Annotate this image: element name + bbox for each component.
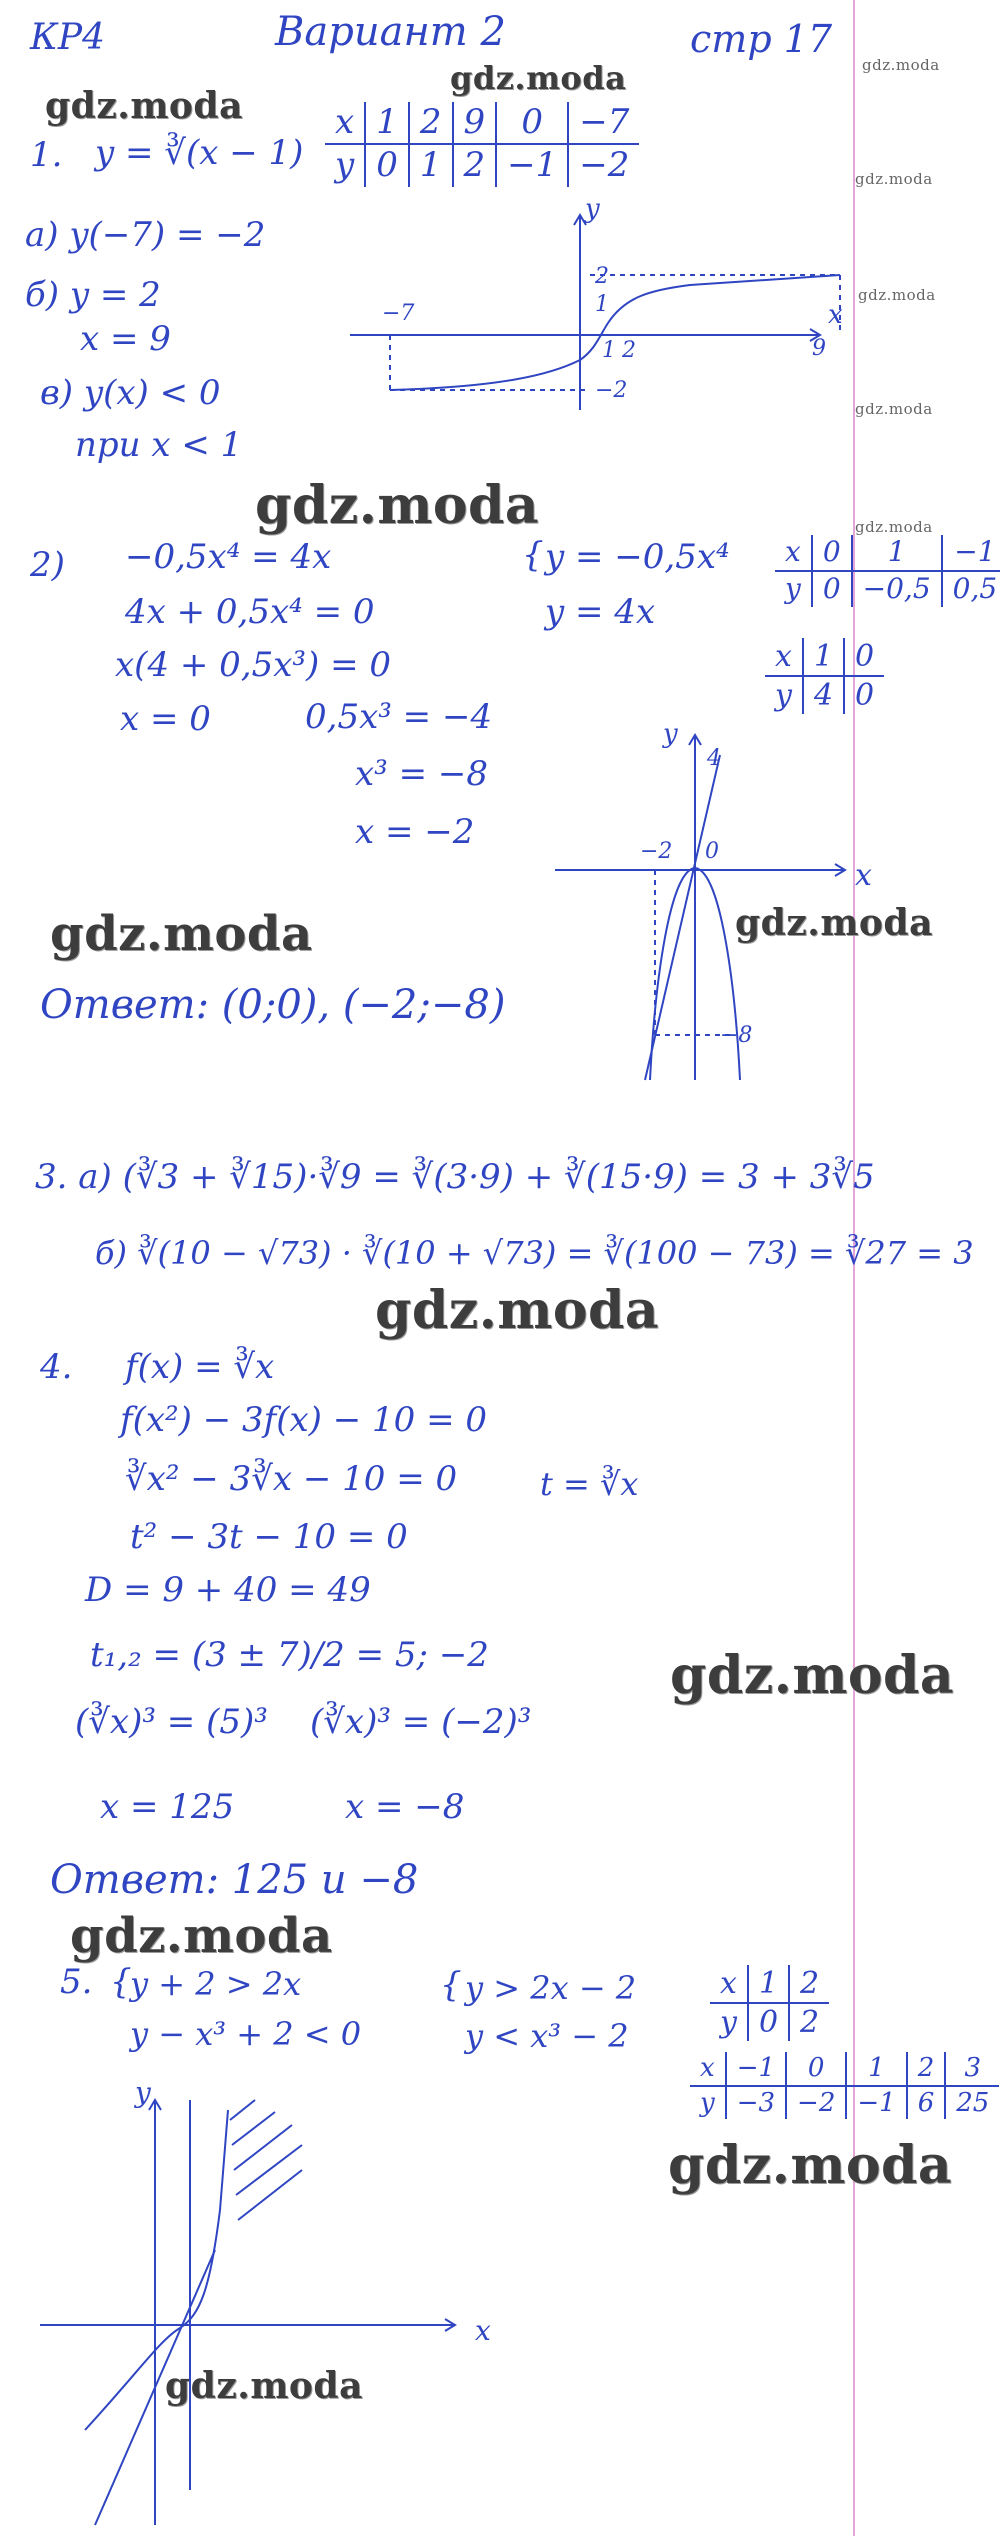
watermark-small: gdz.moda: [855, 400, 933, 418]
table-cell: x: [765, 638, 803, 676]
task2-line: x³ = −8: [355, 754, 489, 794]
system-brace: {: [110, 1962, 132, 2002]
task1-function: y = ∛(x − 1): [95, 133, 304, 173]
tick-label: 0: [705, 839, 719, 864]
system-brace: {: [522, 535, 544, 575]
tick-label: −7: [382, 301, 415, 326]
task4-line: D = 9 + 40 = 49: [85, 1570, 371, 1610]
watermark: gdz.moda: [668, 2135, 953, 2196]
task1-c1: в) y(x) < 0: [40, 373, 221, 413]
task2-line: −0,5x⁴ = 4x: [125, 537, 332, 577]
tick-label: −2: [640, 839, 673, 864]
header-left: КР4: [30, 17, 105, 58]
task4-line: t₁,₂ = (3 ± 7)/2 = 5; −2: [90, 1635, 489, 1675]
task2-system: y = 4x: [545, 592, 656, 632]
table-cell: −2: [568, 144, 639, 186]
table-cell: 0: [844, 676, 884, 714]
table-cell: 2: [907, 2052, 946, 2086]
linear-line: [645, 755, 720, 1080]
table-cell: 0: [812, 571, 852, 607]
graph-y-label: y: [135, 2076, 151, 2109]
task4-alt: x = −8: [345, 1787, 465, 1827]
task2-line: x(4 + 0,5x³) = 0: [115, 645, 392, 685]
table-cell: x: [325, 102, 365, 144]
table-cell: y: [700, 2087, 715, 2118]
task4-sub: t = ∛x: [540, 1465, 639, 1503]
graph-y-label: y: [585, 194, 600, 224]
table-cell: x: [690, 2052, 726, 2086]
task2-graph: [555, 720, 895, 1090]
task4-line: ∛x² − 3∛x − 10 = 0: [125, 1459, 458, 1499]
table-cell: 0: [365, 144, 409, 186]
table-cell: 2: [789, 1965, 829, 2003]
table-cell: y: [775, 678, 792, 713]
table-cell: 1: [365, 102, 409, 144]
tick-label: 2: [622, 338, 636, 363]
header-center: Вариант 2: [275, 9, 506, 55]
table-cell: 3: [945, 2052, 999, 2086]
header-right: стр 17: [690, 17, 833, 61]
task5-table1: [710, 1965, 829, 2041]
table-cell: 4: [803, 676, 844, 714]
system-brace: {: [440, 1965, 462, 2005]
table-cell: −1: [726, 2052, 786, 2086]
watermark: gdz.moda: [70, 1908, 333, 1964]
table-cell: −7: [568, 102, 639, 144]
hatch: [234, 2125, 292, 2170]
table-cell: 2: [789, 2003, 829, 2041]
table-cell: 0,5: [942, 571, 1000, 607]
watermark-small: gdz.moda: [858, 286, 936, 304]
table-cell: y: [720, 2005, 737, 2040]
table-cell: 1: [852, 535, 942, 571]
table-cell: 1: [748, 1965, 789, 2003]
task1-a: а) y(−7) = −2: [25, 215, 266, 255]
watermark: gdz.moda: [165, 2365, 363, 2407]
hatch: [232, 2112, 275, 2145]
task5-system1: y − x³ + 2 < 0: [130, 2015, 362, 2053]
watermark: gdz.moda: [375, 1280, 660, 1341]
table-cell: 0: [748, 2003, 789, 2041]
task2-line: 4x + 0,5x⁴ = 0: [125, 592, 375, 632]
task1-b1: б) y = 2: [25, 275, 161, 315]
task1-table: [325, 102, 639, 187]
watermark: gdz.moda: [255, 475, 540, 536]
watermark: gdz.moda: [50, 906, 313, 962]
task1-c2: при x < 1: [75, 425, 243, 465]
watermark: gdz.moda: [45, 85, 243, 127]
tick-label: 2: [595, 264, 609, 289]
table-cell: 0: [844, 638, 884, 676]
table-cell: −1: [496, 144, 568, 186]
graph-x-label: x: [828, 300, 843, 330]
table-cell: x: [710, 1965, 748, 2003]
table-cell: x: [775, 535, 812, 571]
watermark: gdz.moda: [450, 59, 627, 97]
task2-table2: [765, 638, 884, 714]
task4-line: t² − 3t − 10 = 0: [130, 1517, 408, 1557]
task3-b: б) ∛(10 − √73) · ∛(10 + √73) = ∛(100 − 73) = ∛27 = 3: [95, 1234, 974, 1272]
hatch: [238, 2170, 302, 2220]
tick-label: 4: [707, 746, 721, 771]
watermark-small: gdz.moda: [862, 56, 940, 74]
watermark-small: gdz.moda: [855, 518, 933, 536]
tick-label: 1: [602, 338, 616, 363]
graph-x-label: x: [475, 2314, 491, 2347]
task1-number: 1.: [30, 135, 63, 175]
watermark: gdz.moda: [670, 1645, 955, 1706]
task5-graph: [40, 2070, 520, 2530]
table-cell: 0: [812, 535, 852, 571]
task5-system2: y < x³ − 2: [465, 2017, 629, 2055]
table-cell: 2: [453, 144, 497, 186]
table-cell: −2: [786, 2086, 846, 2120]
task5-number: 5.: [60, 1962, 93, 2002]
cube-root-curve: [390, 275, 840, 390]
table-cell: 25: [945, 2086, 999, 2120]
task2-number: 2): [30, 545, 65, 585]
task1-graph: [350, 194, 850, 415]
task4-answer: Ответ: 125 и −8: [50, 1857, 419, 1903]
task4-alt: (∛x)³ = (−2)³: [310, 1702, 532, 1742]
task2-system: y = −0,5x⁴: [545, 537, 730, 577]
task5-system1: y + 2 > 2x: [130, 1965, 302, 2003]
watermark-small: gdz.moda: [855, 170, 933, 188]
table-cell: −1: [846, 2086, 906, 2120]
graph-y-label: y: [663, 719, 678, 749]
tick-label: 9: [812, 336, 826, 361]
table-cell: −3: [726, 2086, 786, 2120]
table-cell: 6: [907, 2086, 946, 2120]
task4-line: f(x²) − 3f(x) − 10 = 0: [120, 1400, 488, 1440]
table-cell: 1: [803, 638, 844, 676]
tick-label: −8: [720, 1023, 753, 1048]
task4-line: x = 125: [100, 1787, 235, 1827]
task5-system2: y > 2x − 2: [465, 1969, 637, 2007]
graph-x-label: x: [855, 858, 872, 893]
task4-line: f(x) = ∛x: [125, 1347, 275, 1387]
table-cell: 1: [846, 2052, 906, 2086]
table-cell: 1: [409, 144, 453, 186]
task2-line: x = 0: [120, 699, 211, 739]
table-cell: 2: [409, 102, 453, 144]
table-cell: 0: [496, 102, 568, 144]
task2-answer: Ответ: (0;0), (−2;−8): [40, 982, 506, 1028]
tick-label: 1: [595, 292, 609, 317]
tick-label: −2: [595, 378, 628, 403]
table-cell: 9: [453, 102, 497, 144]
task2-line: 0,5x³ = −4: [305, 697, 493, 737]
table-cell: 0: [786, 2052, 846, 2086]
table-cell: −0,5: [852, 571, 942, 607]
task2-table1: [775, 535, 1000, 607]
table-cell: −1: [942, 535, 1000, 571]
task4-line: (∛x)³ = (5)³: [75, 1702, 268, 1742]
hatch: [230, 2100, 255, 2120]
table-cell: y: [785, 571, 801, 605]
watermark: gdz.moda: [735, 902, 933, 944]
table-cell: y: [335, 145, 355, 186]
task4-number: 4.: [40, 1347, 73, 1387]
task2-line: x = −2: [355, 812, 475, 852]
task3-a: 3. а) (∛3 + ∛15)·∛9 = ∛(3·9) + ∛(15·9) = 3 + 3∛5: [35, 1157, 875, 1197]
hatch: [236, 2145, 302, 2195]
task1-b2: x = 9: [80, 319, 171, 359]
task5-table2: [690, 2052, 999, 2119]
